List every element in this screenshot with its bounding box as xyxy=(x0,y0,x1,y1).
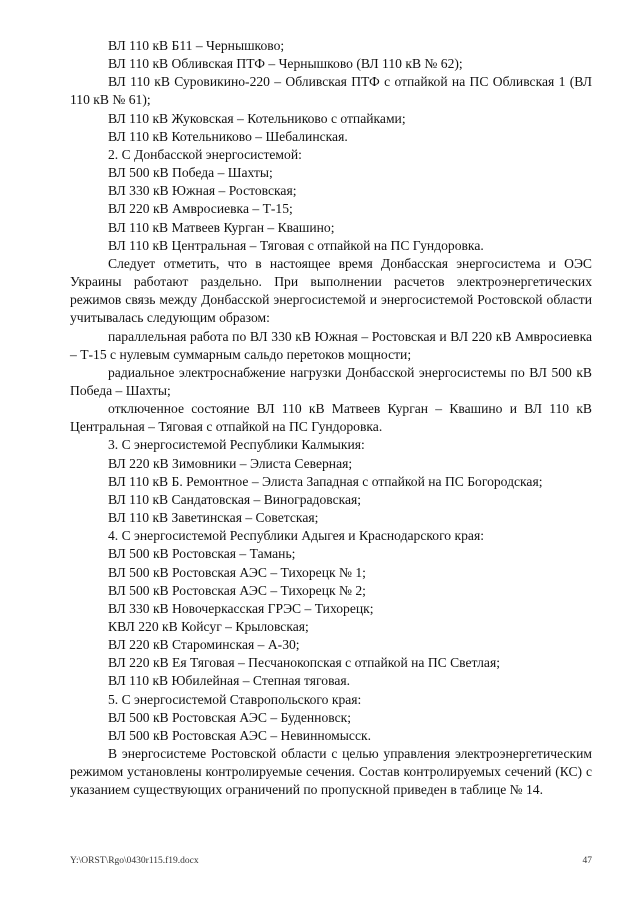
paragraph: ВЛ 500 кВ Победа – Шахты; xyxy=(108,165,273,181)
paragraph: ВЛ 500 кВ Ростовская АЭС – Невинномысск. xyxy=(108,727,371,743)
paragraph: КВЛ 220 кВ Койсуг – Крыловская; xyxy=(108,619,309,634)
paragraph: ВЛ 500 кВ Ростовская АЭС – Буденновск; xyxy=(108,709,352,725)
paragraph: ВЛ 330 кВ Новочеркасская ГРЭС – Тихорецк; xyxy=(108,600,374,616)
paragraph: Следует отметить, что в настоящее время Донбасская энергосистема и ОЭС Украины работают раздельно. При выполнении расчетов электроэнергетических режимов связь между Донбасской энергосистемой и энергосистемой Ростовской области учитывалась следующим образом: xyxy=(70,255,592,326)
paragraph: 5. С энергосистемой Ставропольского края: xyxy=(108,691,362,707)
paragraph: ВЛ 110 кВ Центральная – Тяговая с отпайкой на ПС Гундоровка. xyxy=(108,237,484,253)
paragraph: 4. С энергосистемой Республики Адыгея и Краснодарского края: xyxy=(108,528,484,544)
paragraph: ВЛ 220 кВ Староминская – А-30; xyxy=(108,637,300,653)
paragraph: ВЛ 110 кВ Жуковская – Котельниково с отпайками; xyxy=(108,110,406,126)
paragraph: ВЛ 110 кВ Заветинская – Советская; xyxy=(108,510,319,526)
paragraph: ВЛ 110 кВ Б11 – Чернышково; xyxy=(108,38,285,53)
paragraph: ВЛ 220 кВ Амвросиевка – Т-15; xyxy=(108,201,293,217)
paragraph: ВЛ 500 кВ Ростовская – Тамань; xyxy=(108,546,296,562)
paragraph: ВЛ 110 кВ Б. Ремонтное – Элиста Западная с отпайкой на ПС Богородская; xyxy=(108,473,543,489)
paragraph: радиальное электроснабжение нагрузки Донбасской энергосистемы по ВЛ 500 кВ Победа – Шахты; xyxy=(70,364,592,398)
paragraph: ВЛ 110 кВ Сандатовская – Виноградовская; xyxy=(108,491,362,507)
paragraph: ВЛ 500 кВ Ростовская АЭС – Тихорецк № 2; xyxy=(108,582,366,598)
paragraph: В энергосистеме Ростовской области с целью управления электроэнергетическим режимом установлены контролируемые сечения. Состав контролируемых сечений (КС) с указанием существующих ограничений по пропускной приведен в таблице № 14. xyxy=(70,746,592,798)
paragraph: отключенное состояние ВЛ 110 кВ Матвеев Курган – Квашино и ВЛ 110 кВ Центральная – Тяговая с отпайкой на ПС Гундоровка. xyxy=(70,401,592,435)
paragraph: ВЛ 110 кВ Юбилейная – Степная тяговая. xyxy=(108,673,350,689)
paragraph: ВЛ 110 кВ Суровикино-220 – Обливская ПТФ с отпайкой на ПС Обливская 1 (ВЛ 110 кВ № 61); xyxy=(70,74,592,108)
paragraph: ВЛ 110 кВ Обливская ПТФ – Чернышково (ВЛ 110 кВ № 62); xyxy=(108,56,463,72)
paragraph: ВЛ 110 кВ Матвеев Курган – Квашино; xyxy=(108,219,335,235)
document-body xyxy=(70,37,592,800)
paragraph: параллельная работа по ВЛ 330 кВ Южная – Ростовская и ВЛ 220 кВ Амвросиевка – Т-15 с нулевым суммарным сальдо перетоков мощности; xyxy=(70,328,592,362)
page-number: 47 xyxy=(582,856,592,866)
paragraph: ВЛ 330 кВ Южная – Ростовская; xyxy=(108,183,297,199)
paragraph: ВЛ 110 кВ Котельниково – Шебалинская. xyxy=(108,128,348,144)
paragraph: ВЛ 220 кВ Ея Тяговая – Песчанокопская с отпайкой на ПС Светлая; xyxy=(108,655,501,671)
paragraph: 3. С энергосистемой Республики Калмыкия: xyxy=(108,437,365,453)
paragraph: ВЛ 220 кВ Зимовники – Элиста Северная; xyxy=(108,455,353,471)
paragraph: ВЛ 500 кВ Ростовская АЭС – Тихорецк № 1; xyxy=(108,564,366,580)
footer-file-path: Y:\ORST\Rgo\0430r115.f19.docx xyxy=(70,856,199,866)
paragraph: 2. С Донбасской энергосистемой: xyxy=(108,146,302,162)
